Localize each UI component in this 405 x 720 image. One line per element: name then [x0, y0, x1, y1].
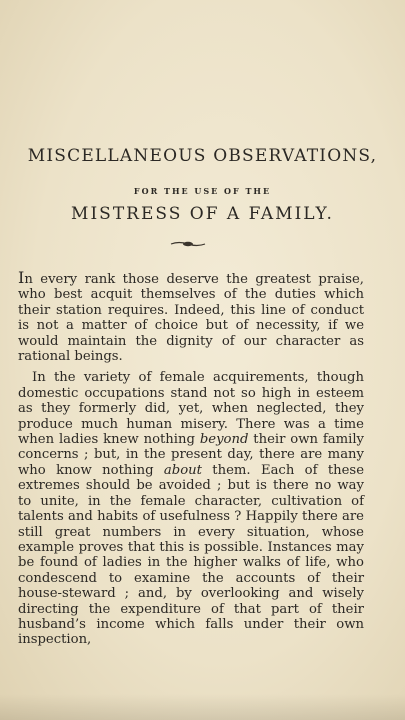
drop-cap: I	[18, 268, 25, 287]
page-edge-shadow	[0, 694, 405, 720]
paragraph-2-text-a: In the variety of female acquirements, though domestic occupations stand not so high in esteem as they formerly did, yet, when neglected, they produce much human misery. There was a time when ladies knew nothing	[18, 370, 364, 448]
emphasis-about: about	[163, 462, 202, 478]
body-text	[18, 270, 364, 654]
paragraph-1-text: n every rank those deserve the greatest praise, who best acquit themselves of the duties which their station requires. Indeed, this line of conduct is not a matter of choice but of necessity, if we would maintain the dignity of our character as rational beings.	[18, 272, 364, 365]
paragraph-2-text-c: them. Each of these extremes should be avoided ; but is there no way to unite, in the female character, cultivation of talents and habits of usefulness ? Happily there are still great numbers in every situation, whose example proves that this is possible. Instances may be found of ladies in the higher walks of life, who condescend to examine the accounts of their house-steward ; and, by overlooking and wisely directing the expenditure of that part of their husband’s income which falls under their own inspection,	[18, 462, 365, 648]
emphasis-beyond: beyond	[199, 432, 249, 448]
chapter-title: MISCELLANEOUS OBSERVATIONS,	[27, 146, 378, 166]
paragraph-2	[18, 370, 364, 647]
paragraph-1	[18, 270, 364, 364]
ornament-divider-icon	[170, 240, 206, 248]
chapter-subtitle: MISTRESS OF A FAMILY.	[71, 204, 334, 224]
chapter-for-line: FOR THE USE OF THE	[133, 186, 272, 196]
paragraph-2-text-b: their own family concerns ; but, in the present day, there are many who know nothing	[18, 432, 364, 478]
